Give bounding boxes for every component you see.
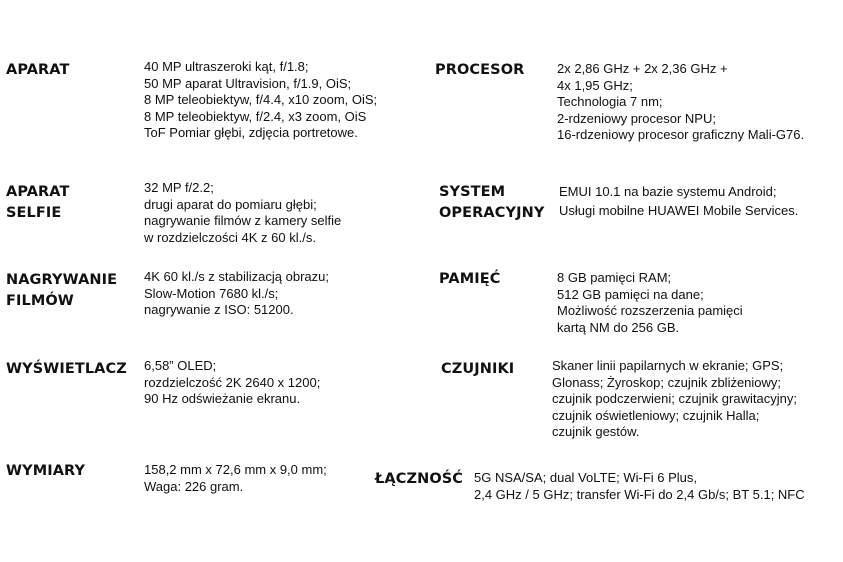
spec-value-czujniki [552,358,797,441]
spec-value-line: czujnik gestów. [552,424,640,440]
spec-label-line: PROCESOR [435,62,525,78]
spec-value-aparat [144,59,377,142]
spec-value-aparat-selfie [144,180,341,246]
spec-label-line: ŁĄCZNOŚĆ [375,471,464,487]
spec-label-system-operacyjny [439,182,544,224]
spec-label-procesor [435,61,524,80]
spec-label-line: APARAT [6,62,70,78]
spec-label-pamiec [439,270,501,289]
spec-value-line: 2x 2,86 GHz + 2x 2,36 GHz + [557,61,728,76]
spec-value-lacznosc [474,470,805,503]
spec-value-line: nagrywanie z ISO: 51200. [144,302,294,318]
spec-label-line: OPERACYJNY [439,205,545,221]
spec-label-line: WYMIARY [6,463,86,479]
spec-value-line: 5G NSA/SA; dual VoLTE; Wi-Fi 6 Plus, [474,470,698,485]
spec-label-line: FILMÓW [6,293,74,309]
spec-label-line: NAGRYWANIE [6,272,118,288]
spec-label-line: WYŚWIETLACZ [6,361,127,377]
spec-label-line: PAMIĘĆ [439,271,501,287]
spec-label-lacznosc [375,470,463,489]
spec-value-line: w rozdzielczości 4K z 60 kl./s. [144,229,316,245]
spec-value-line: czujnik podczerwieni; czujnik grawitacyjny; [552,391,797,407]
spec-value-line: Slow-Motion 7680 kl./s; [144,285,279,301]
spec-label-line: APARAT [6,184,70,200]
spec-label-nagrywanie-filmow [6,270,117,312]
spec-value-line: 4x 1,95 GHz; [557,77,633,93]
spec-value-wyswietlacz [144,358,320,408]
spec-value-line: ToF Pomiar głębi, zdjęcia portretowe. [144,125,358,141]
spec-label-czujniki [441,360,514,379]
spec-value-nagrywanie-filmow [144,269,329,319]
spec-value-line: 158,2 mm x 72,6 mm x 9,0 mm; [144,462,327,477]
spec-label-line: SYSTEM [439,184,506,200]
spec-value-line: 16-rdzeniowy procesor graficzny Mali-G76. [557,127,805,143]
spec-label-line: CZUJNIKI [441,361,515,377]
spec-value-line: 90 Hz odświeżanie ekranu. [144,391,301,407]
spec-value-line: Skaner linii papilarnych w ekranie; GPS; [552,358,784,373]
spec-value-line: 50 MP aparat Ultravision, f/1.9, OiS; [144,75,352,91]
spec-value-line: 8 GB pamięci RAM; [557,270,672,285]
spec-value-wymiary [144,462,327,495]
spec-value-line: Glonass; Żyroskop; czujnik zbliżeniowy; [552,374,782,390]
spec-value-line: czujnik oświetleniowy; czujnik Halla; [552,407,760,423]
spec-value-line: 8 MP teleobiektyw, f/4.4, x10 zoom, OiS; [144,92,378,108]
spec-label-wyswietlacz [6,360,127,379]
spec-value-line: Możliwość rozszerzenia pamięci [557,303,743,319]
spec-label-line: SELFIE [6,205,62,221]
spec-value-line: Usługi mobilne HUAWEI Mobile Services. [559,203,799,218]
spec-value-line: Waga: 226 gram. [144,478,244,494]
spec-value-line: drugi aparat do pomiaru głębi; [144,196,317,212]
spec-value-line: Technologia 7 nm; [557,94,663,110]
spec-value-line: 2-rdzeniowy procesor NPU; [557,110,716,126]
spec-label-aparat-selfie [6,182,70,224]
spec-value-line: 512 GB pamięci na dane; [557,286,704,302]
spec-value-pamiec [557,270,743,336]
spec-value-line: EMUI 10.1 na bazie systemu Android; [559,184,777,199]
spec-value-line: nagrywanie filmów z kamery selfie [144,213,342,229]
spec-value-line: 4K 60 kl./s z stabilizacją obrazu; [144,269,329,284]
spec-value-line: 6,58” OLED; [144,358,217,373]
spec-label-aparat [6,61,70,80]
spec-value-system-operacyjny [559,182,798,220]
spec-value-procesor [557,61,804,144]
spec-value-line: 2,4 GHz / 5 GHz; transfer Wi-Fi do 2,4 Gb/s; BT 5.1; NFC [474,486,805,502]
spec-value-line: 32 MP f/2.2; [144,180,214,195]
spec-value-line: 40 MP ultraszeroki kąt, f/1.8; [144,59,309,74]
spec-value-line: 8 MP teleobiektyw, f/2.4, x3 zoom, OiS [144,108,367,124]
spec-label-wymiary [6,462,85,481]
spec-value-line: rozdzielczość 2K 2640 x 1200; [144,374,321,390]
spec-value-line: kartą NM do 256 GB. [557,319,680,335]
